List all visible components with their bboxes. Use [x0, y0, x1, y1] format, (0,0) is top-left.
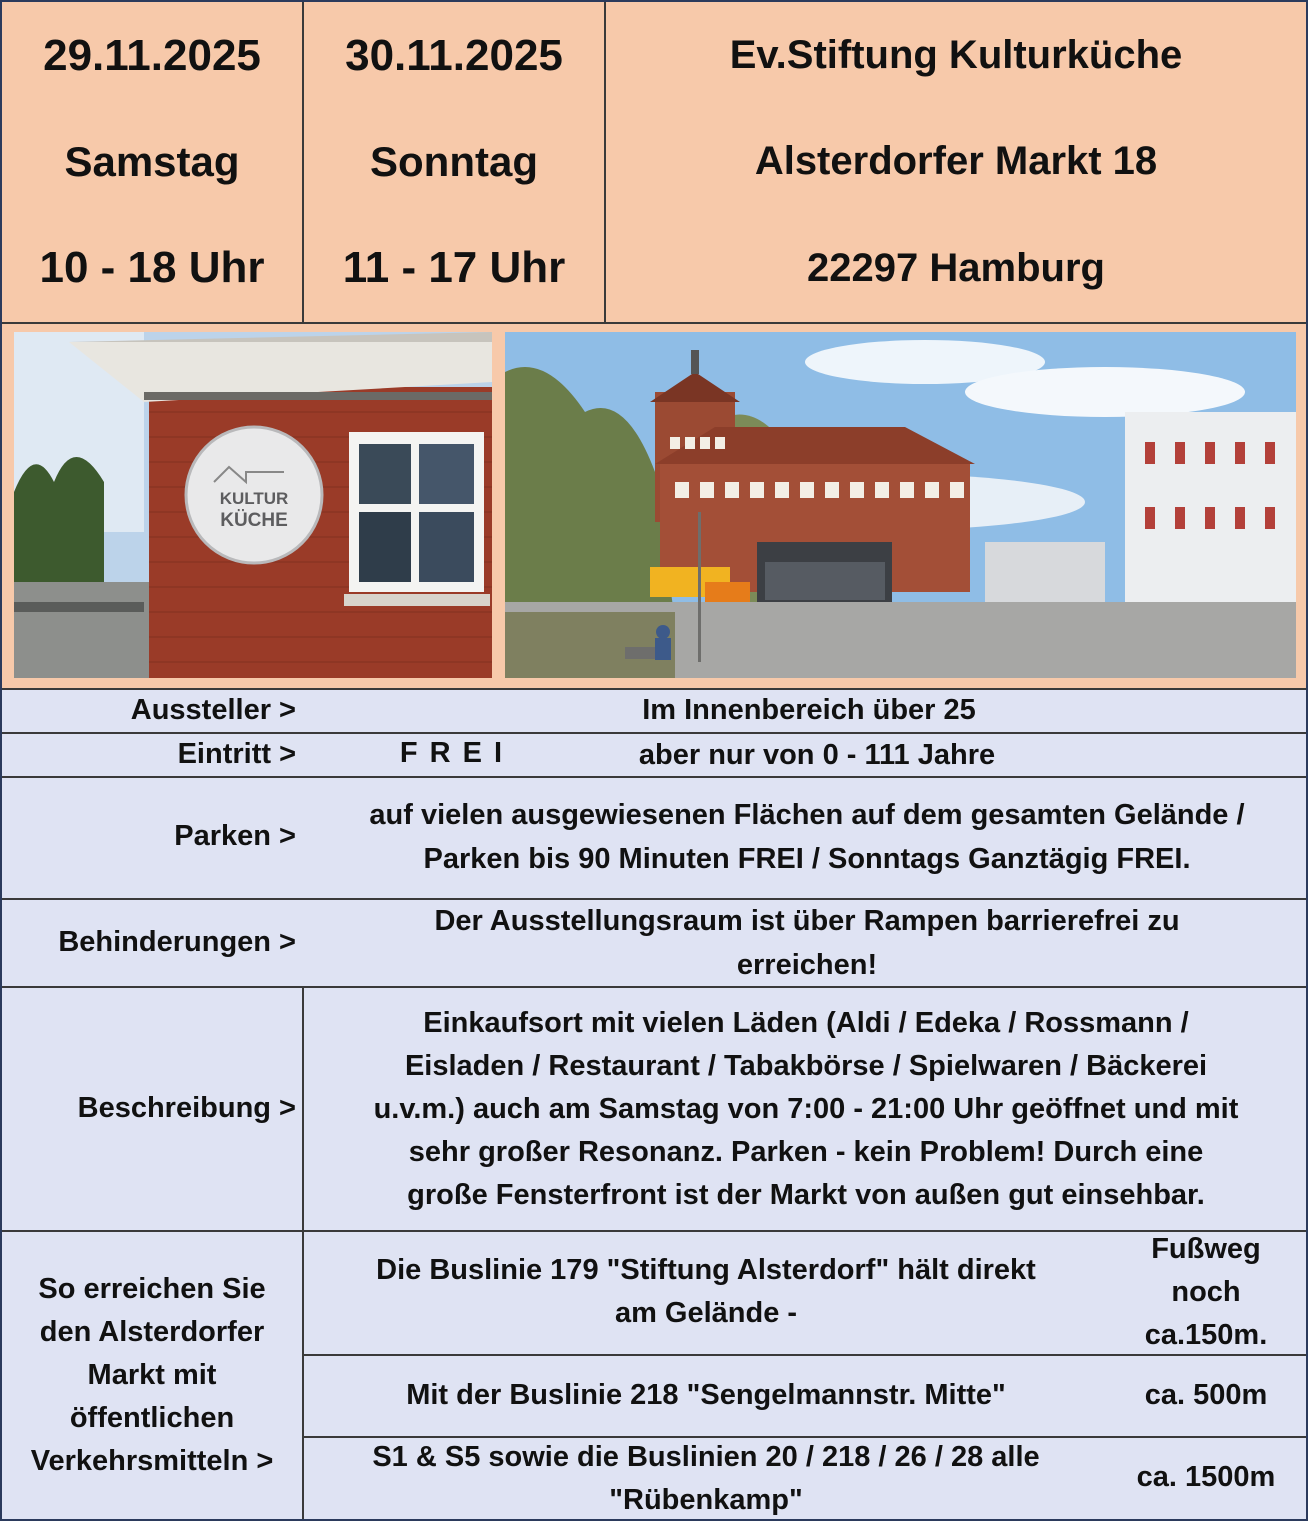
day2-weekday: Sonntag: [370, 137, 538, 185]
aussteller-row: [2, 690, 1306, 732]
beschreibung-line4: sehr großer Resonanz. Parken - kein Problem! Durch eine: [408, 1136, 1204, 1168]
behinderungen-row: [2, 900, 1306, 986]
transport-section: [2, 1232, 1306, 1519]
venue-city: 22297 Hamburg: [807, 246, 1105, 291]
beschreibung-label: Beschreibung >: [77, 1092, 296, 1124]
beschreibung-line3: u.v.m.) auch am Samstag von 7:00 - 21:00 Uhr geöffnet und mit: [373, 1093, 1239, 1125]
eintritt-label: Eintritt >: [177, 738, 296, 770]
behinderungen-line1: Der Ausstellungsraum ist über Rampen barrierefrei zu: [434, 905, 1180, 937]
eintritt-free: F R E I: [399, 737, 505, 769]
divider: [304, 1436, 1306, 1438]
sbahn-dist: ca. 1500m: [1136, 1461, 1276, 1493]
sign-text-line1: KULTUR: [219, 489, 289, 508]
venue-street: Alsterdorfer Markt 18: [754, 139, 1158, 184]
market-square-photo: [505, 332, 1296, 678]
day1-weekday: Samstag: [64, 137, 240, 185]
bus179-dist2: noch: [1171, 1276, 1241, 1308]
bus179-dist3: ca.150m.: [1144, 1319, 1268, 1351]
bus218-line1: Mit der Buslinie 218 "Sengelmannstr. Mitte": [406, 1379, 1006, 1411]
sign-text-line2: KÜCHE: [220, 510, 288, 531]
parken-label: Parken >: [174, 820, 296, 852]
behinderungen-label: Behinderungen >: [58, 926, 296, 958]
aussteller-value: Im Innenbereich über 25: [642, 694, 976, 726]
divider: [304, 1354, 1306, 1356]
beschreibung-line1: Einkaufsort mit vielen Läden (Aldi / Edeka / Rossmann /: [423, 1007, 1189, 1039]
day1-column: [2, 2, 302, 322]
bus179-dist1: Fußweg: [1151, 1233, 1261, 1265]
beschreibung-line5: große Fensterfront ist der Markt von außen gut einsehbar.: [407, 1179, 1205, 1211]
transport-label-line: öffentlichen: [69, 1402, 235, 1434]
bus179-line1: Die Buslinie 179 "Stiftung Alsterdorf" hält direkt: [376, 1254, 1036, 1286]
day2-hours: 11 - 17 Uhr: [342, 243, 566, 293]
divider: [302, 1232, 304, 1519]
beschreibung-row: [2, 988, 1306, 1230]
bus179-line2: am Gelände -: [614, 1297, 798, 1329]
transport-label-line: den Alsterdorfer: [39, 1316, 265, 1348]
parken-row: [2, 778, 1306, 898]
building-sign-photo: [14, 332, 492, 678]
day2-column: [304, 2, 604, 322]
divider: [302, 988, 304, 1230]
aussteller-label: Aussteller >: [130, 694, 296, 726]
header: [2, 2, 1306, 322]
photo-band: [2, 324, 1306, 688]
venue-column: [606, 2, 1306, 322]
transport-label-line: Verkehrsmitteln >: [30, 1445, 274, 1477]
bus218-dist: ca. 500m: [1144, 1379, 1268, 1411]
beschreibung-line2: Eisladen / Restaurant / Tabakbörse / Spielwaren / Bäckerei: [404, 1050, 1208, 1082]
day1-hours: 10 - 18 Uhr: [39, 243, 265, 293]
eintritt-row: [2, 734, 1306, 776]
sbahn-line2: "Rübenkamp": [609, 1484, 803, 1516]
venue-name: Ev.Stiftung Kulturküche: [729, 32, 1183, 77]
sbahn-line1: S1 & S5 sowie die Buslinien 20 / 218 / 26 / 28 alle: [372, 1441, 1040, 1473]
transport-label-line: So erreichen Sie: [38, 1273, 266, 1305]
day1-date: 29.11.2025: [43, 30, 261, 80]
parken-line1: auf vielen ausgewiesenen Flächen auf dem gesamten Gelände /: [369, 799, 1245, 831]
parken-line2: Parken bis 90 Minuten FREI / Sonntags Ganztägig FREI.: [423, 843, 1191, 875]
transport-label-line: Markt mit: [87, 1359, 217, 1391]
day2-date: 30.11.2025: [345, 30, 563, 80]
behinderungen-line2: erreichen!: [736, 949, 878, 981]
transport-label: [2, 1268, 302, 1483]
eintritt-value: aber nur von 0 - 111 Jahre: [638, 739, 996, 771]
